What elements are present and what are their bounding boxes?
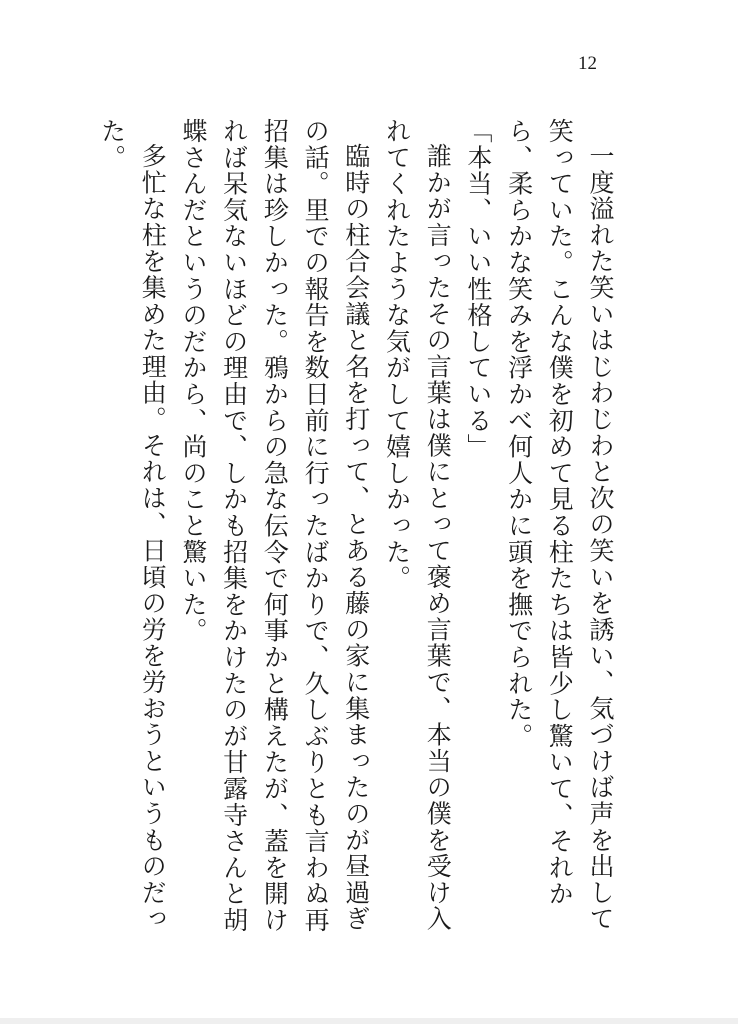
paragraph: 臨時の柱合会議と名を打って、とある藤の家に集まったのが昼過ぎの話。里での報告を数日前に行ったばかりで、久しぶりとも言わぬ再招集は珍しかった。鴉からの急な伝令で何事かと構えたが、蓋を開ければ呆気ないほどの理由で、しかも招集をかけたのが甘露寺さんと胡蝶さんだというのだから、尚のこと驚いた。	[178, 118, 371, 934]
page-number: 12	[578, 53, 597, 74]
page-bottom-edge	[0, 1018, 738, 1024]
paragraph: 多忙な柱を集めた理由。それは、日頃の労を労おうというものだった。	[97, 118, 168, 932]
paragraph: 誰かが言ったその言葉は僕にとって褒め言葉で、本当の僕を受け入れてくれたような気がして嬉しかった。	[382, 118, 453, 932]
body-text	[91, 118, 620, 958]
dialogue-line: 「本当、いい性格している」	[463, 118, 493, 460]
paragraph: 一度溢れた笑いはじわじわと次の笑いを誘い、気づけば声を出して笑っていた。こんな僕を初めて見る柱たちは皆少し驚いて、それから、柔らかな笑みを浮かべ何人かに頭を撫でられた。	[504, 118, 615, 932]
